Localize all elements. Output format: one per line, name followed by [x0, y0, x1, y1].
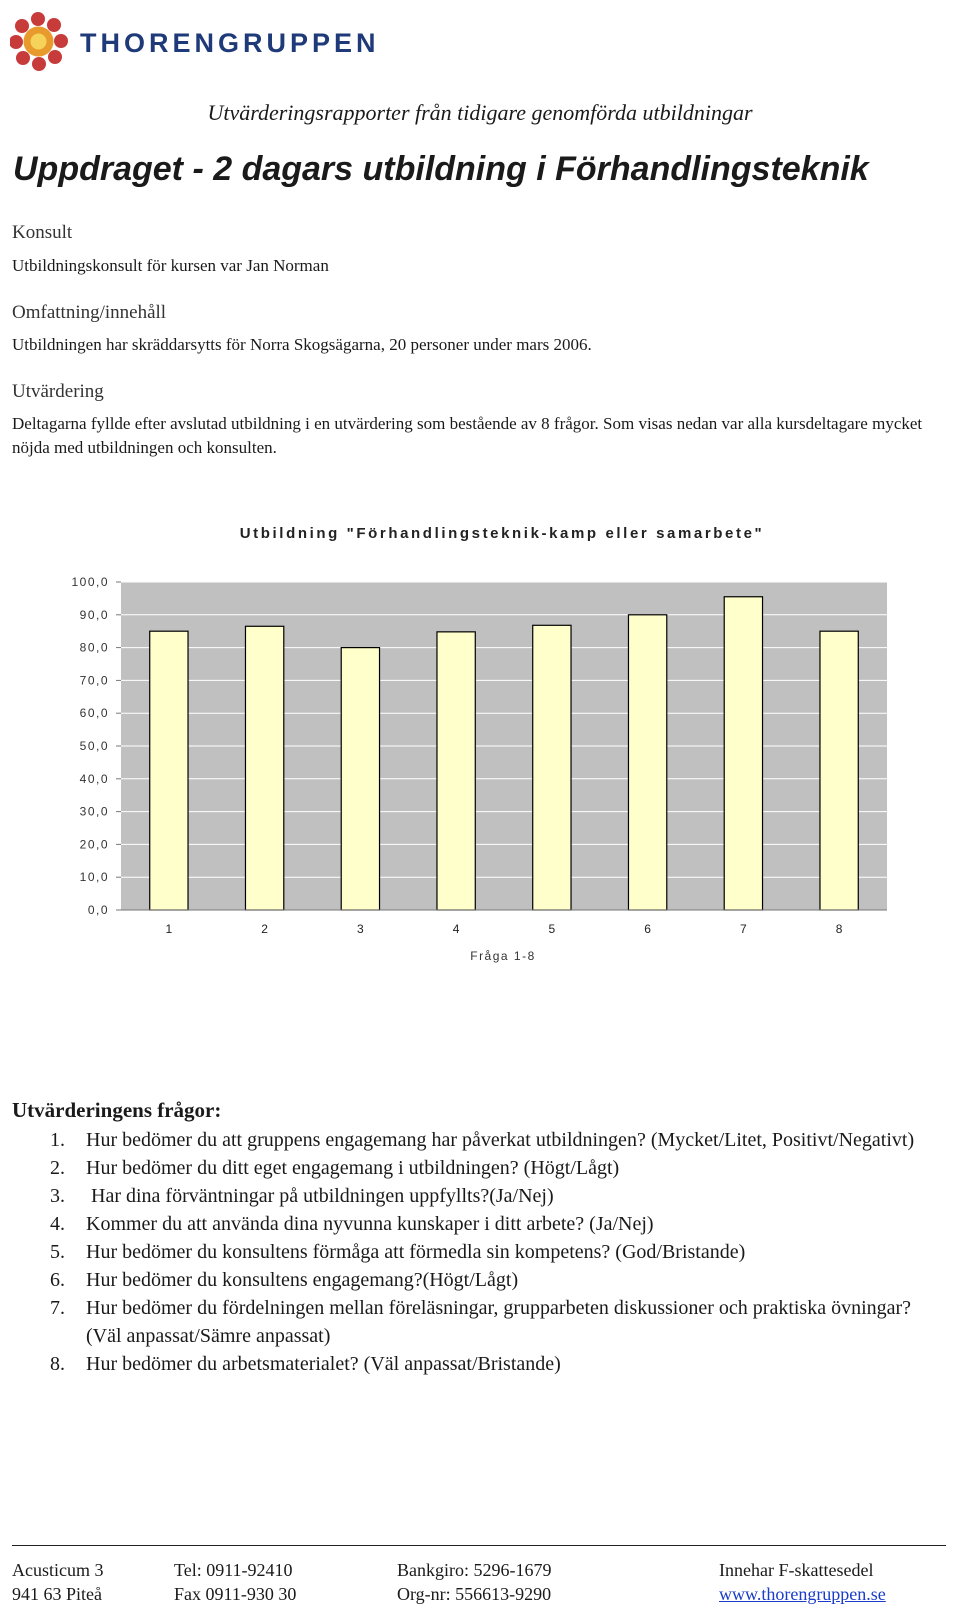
- question-text: Hur bedömer du att gruppens engagemang har påverkat utbildningen? (Mycket/Litet, Positivt/Negativt): [86, 1129, 915, 1151]
- bar: [437, 632, 475, 910]
- footer-address-line1: Acusticum 3: [12, 1560, 104, 1580]
- list-item: [12, 1210, 942, 1238]
- website-link[interactable]: www.thorengruppen.se: [719, 1584, 886, 1604]
- question-text: Hur bedömer du fördelningen mellan föreläsningar, grupparbeten diskussioner och praktiska övningar? (Väl anpassat/Sämre anpassat): [86, 1297, 912, 1347]
- question-number: 3.: [50, 1185, 65, 1207]
- question-text: Har dina förväntningar på utbildningen uppfyllts?(Ja/Nej): [86, 1185, 554, 1207]
- x-tick-label: 2: [261, 922, 268, 936]
- y-tick-label: 30,0: [79, 804, 109, 819]
- x-tick-label: 3: [357, 922, 364, 936]
- footer-tel: Tel: 0911-92410: [174, 1560, 293, 1580]
- question-text: Hur bedömer du konsultens engagemang?(Högt/Lågt): [86, 1269, 519, 1291]
- question-number: 6.: [50, 1269, 65, 1291]
- x-tick-label: 4: [452, 922, 460, 936]
- question-number: 2.: [50, 1157, 65, 1179]
- x-tick-label: 6: [644, 922, 651, 936]
- konsult-heading: Konsult: [12, 222, 73, 243]
- bar: [245, 626, 283, 910]
- x-tick-label: 7: [740, 922, 747, 936]
- question-number: 7.: [50, 1297, 65, 1319]
- question-number: 8.: [50, 1353, 65, 1375]
- y-tick-label: 50,0: [79, 739, 109, 753]
- report-subtitle: Utvärderingsrapporter från tidigare genomförda utbildningar: [207, 100, 753, 125]
- page-title: Uppdraget - 2 dagars utbildning i Förhandlingsteknik: [13, 150, 869, 188]
- list-item: [12, 1126, 942, 1154]
- y-tick-label: 70,0: [79, 673, 109, 688]
- question-text: Kommer du att använda dina nyvunna kunskaper i ditt arbete? (Ja/Nej): [86, 1213, 654, 1235]
- footer-tax: Innehar F-skattesedel: [719, 1560, 874, 1580]
- utvardering-text: Deltagarna fyllde efter avslutad utbildning i en utvärdering som bestående av 8 frågor. Som visas nedan var alla kursdeltagare mycket nöjda med utbildningen och konsulten.: [12, 414, 923, 457]
- omfattning-heading: Omfattning/innehåll: [12, 302, 167, 323]
- bar: [533, 625, 571, 910]
- bar: [820, 631, 858, 910]
- x-axis-ticks: [121, 910, 887, 936]
- y-tick-label: 90,0: [79, 607, 109, 622]
- footer-address-line2: 941 63 Piteå: [12, 1584, 102, 1604]
- list-item: [12, 1266, 942, 1294]
- y-tick-label: 100,0: [71, 575, 109, 589]
- footer-bankgiro: Bankgiro: 5296-1679: [397, 1560, 552, 1580]
- y-tick-label: 10,0: [79, 870, 109, 885]
- omfattning-text: Utbildningen har skräddarsytts för Norra Skogsägarna, 20 personer under mars 2006.: [12, 335, 592, 354]
- x-tick-label: 1: [165, 922, 173, 936]
- logo-wordmark: THORENGRUPPEN: [80, 28, 380, 58]
- utvardering-heading: Utvärdering: [12, 381, 104, 402]
- evaluation-bar-chart: [0, 520, 960, 980]
- y-tick-label: 0,0: [87, 903, 109, 917]
- footer-bank: [397, 1558, 552, 1606]
- footer-company: [719, 1558, 886, 1606]
- y-axis-ticks: [71, 575, 121, 917]
- list-item: [12, 1238, 942, 1266]
- list-item: [12, 1350, 942, 1378]
- konsult-text: Utbildningskonsult för kursen var Jan Norman: [12, 256, 329, 275]
- bar: [341, 648, 379, 910]
- footer-address: [12, 1558, 104, 1606]
- list-item: [12, 1182, 942, 1210]
- questions-heading: Utvärderingens frågor:: [12, 1098, 222, 1122]
- bar: [628, 615, 666, 910]
- question-number: 5.: [50, 1241, 65, 1263]
- y-tick-label: 80,0: [79, 640, 109, 655]
- list-item: [12, 1294, 942, 1350]
- y-tick-label: 60,0: [79, 706, 109, 721]
- bar: [150, 631, 188, 910]
- questions-list: [12, 1126, 942, 1378]
- footer-phone: [174, 1558, 296, 1606]
- company-logo: [10, 12, 430, 76]
- x-tick-label: 8: [835, 922, 843, 936]
- question-text: Hur bedömer du konsultens förmåga att förmedla sin kompetens? (God/Bristande): [86, 1241, 746, 1263]
- sun-flower-logo-icon: [10, 12, 70, 76]
- x-tick-label: 5: [548, 922, 556, 936]
- x-axis-label: Fråga 1-8: [470, 949, 536, 963]
- list-item: [12, 1154, 942, 1182]
- footer-orgnr: Org-nr: 556613-9290: [397, 1584, 552, 1604]
- question-text: Hur bedömer du arbetsmaterialet? (Väl anpassat/Bristande): [86, 1353, 561, 1375]
- question-number: 1.: [50, 1129, 65, 1151]
- bar: [724, 597, 762, 910]
- question-number: 4.: [50, 1213, 65, 1235]
- question-text: Hur bedömer du ditt eget engagemang i utbildningen? (Högt/Lågt): [86, 1157, 620, 1179]
- y-tick-label: 20,0: [79, 837, 109, 852]
- chart-title: Utbildning "Förhandlingsteknik-kamp eller samarbete": [239, 525, 765, 542]
- footer-divider: [12, 1545, 946, 1546]
- y-tick-label: 40,0: [79, 771, 109, 786]
- footer-fax: Fax 0911-930 30: [174, 1584, 297, 1604]
